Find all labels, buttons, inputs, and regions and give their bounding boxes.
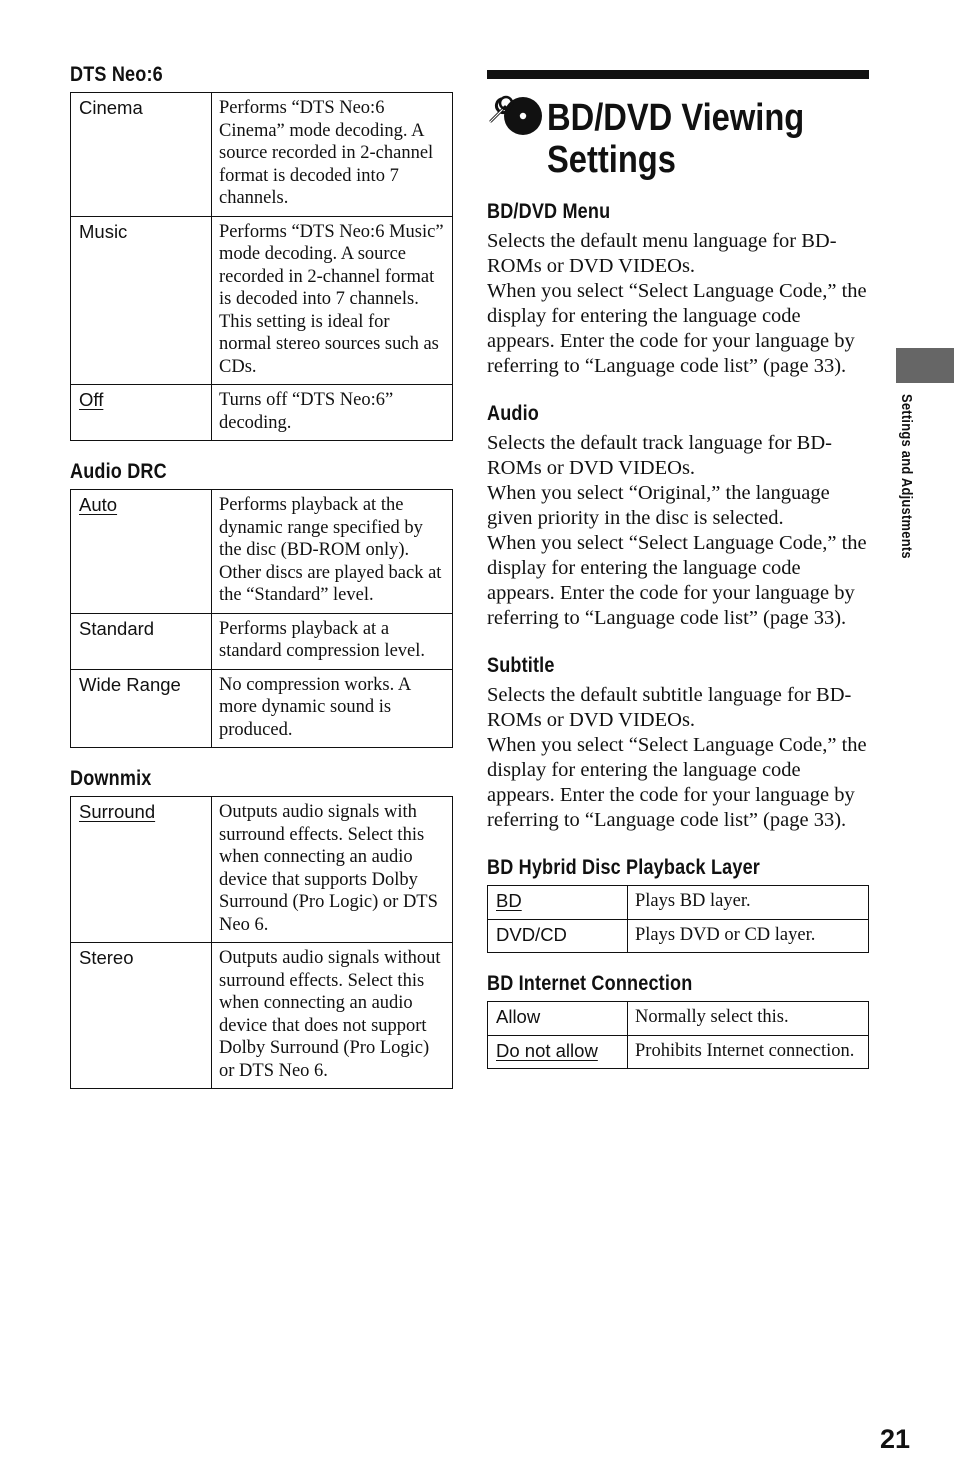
table-row [71, 613, 453, 669]
table-row [71, 943, 453, 1089]
paragraph: Selects the default menu language for BD-ROMs or DVD VIDEOs. [487, 230, 837, 277]
bd-internet-table [487, 1001, 869, 1069]
downmix-heading: Downmix [70, 767, 152, 790]
option-description: Plays DVD or CD layer. [628, 919, 869, 953]
side-tab-label: Settings and Adjustments [898, 394, 915, 559]
subtitle-heading: Subtitle [487, 654, 555, 677]
option-bd-cell [488, 886, 628, 920]
option-off-default: Off [79, 389, 104, 410]
option-description: Outputs audio signals without surround effects. Select this when connecting an audio device that does not support Dolby Surround (Pro Logic) or DTS Neo 6. [212, 943, 453, 1089]
option-description: Performs playback at the dynamic range specified by the disc (BD-ROM only). Other discs are played back at the “Standard” level. [212, 490, 453, 614]
bd-internet-heading: BD Internet Connection [487, 972, 693, 995]
option-description: Performs playback at a standard compression level. [212, 613, 453, 669]
audio-drc-table [70, 489, 453, 748]
paragraph: Selects the default subtitle language for BD-ROMs or DVD VIDEOs. [487, 684, 852, 731]
option-do-not-allow-default: Do not allow [496, 1039, 598, 1061]
table-row [71, 216, 453, 385]
option-description: Turns off “DTS Neo:6” decoding. [212, 385, 453, 441]
left-column [70, 62, 453, 1107]
table-row [488, 1002, 869, 1036]
page-title-text [547, 97, 804, 181]
option-description: Performs “DTS Neo:6 Cinema” mode decoding. A source recorded in 2-channel format is decoded into 7 channels. [212, 93, 453, 217]
title-rule [487, 70, 869, 79]
option-surround-default: Surround [79, 801, 156, 822]
table-row [488, 919, 869, 953]
paragraph: When you select “Select Language Code,” the display for entering the language code appears. Enter the code for your language by referring to “Language code list” (page 33). [487, 532, 867, 629]
bd-hybrid-table [487, 885, 869, 953]
table-row [71, 797, 453, 943]
option-description: No compression works. A more dynamic sound is produced. [212, 669, 453, 748]
table-row [488, 886, 869, 920]
option-surround-cell [71, 797, 212, 943]
option-description: Performs “DTS Neo:6 Music” mode decoding. A source recorded in 2-channel format is decoded into 7 channels. This setting is ideal for normal stereo sources such as CDs. [212, 216, 453, 385]
option-wide-range: Wide Range [71, 669, 212, 748]
option-stereo: Stereo [71, 943, 212, 1089]
table-row [488, 1035, 869, 1069]
table-row [71, 669, 453, 748]
side-tab-marker [896, 348, 954, 383]
option-description: Normally select this. [628, 1002, 869, 1036]
page-number: 21 [880, 1424, 911, 1454]
option-description: Prohibits Internet connection. [628, 1035, 869, 1069]
audio-text [487, 431, 869, 631]
bd-hybrid-heading: BD Hybrid Disc Playback Layer [487, 856, 760, 879]
option-description: Plays BD layer. [628, 886, 869, 920]
bd-dvd-menu-heading: BD/DVD Menu [487, 200, 611, 223]
option-music: Music [71, 216, 212, 385]
paragraph: When you select “Select Language Code,” the display for entering the language code appears. Enter the code for your language by referring to “Language code list” (page 33). [487, 734, 867, 831]
bd-dvd-menu-text [487, 229, 869, 379]
right-column [487, 70, 869, 1087]
option-standard: Standard [71, 613, 212, 669]
option-do-not-allow-cell [488, 1035, 628, 1069]
option-allow: Allow [488, 1002, 628, 1036]
page-title-line1: BD/DVD Viewing [547, 97, 805, 139]
option-auto-default: Auto [79, 494, 118, 515]
option-auto-cell [71, 490, 212, 614]
paragraph: When you select “Select Language Code,” the display for entering the language code appears. Enter the code for your language by referring to “Language code list” (page 33). [487, 280, 867, 377]
table-row [71, 93, 453, 217]
option-off-cell [71, 385, 212, 441]
page-title [487, 85, 869, 181]
page-title-line2: Settings [547, 139, 676, 181]
audio-drc-heading: Audio DRC [70, 460, 167, 483]
dts-neo6-heading: DTS Neo:6 [70, 63, 163, 86]
option-cinema: Cinema [71, 93, 212, 217]
option-description: Outputs audio signals with surround effects. Select this when connecting an audio device that supports Dolby Surround (Pro Logic) or DTS Neo 6. [212, 797, 453, 943]
paragraph: When you select “Original,” the language given priority in the disc is selected. [487, 482, 830, 529]
dts-neo6-table [70, 92, 453, 441]
audio-heading: Audio [487, 402, 540, 425]
option-bd-default: BD [496, 890, 522, 911]
downmix-table [70, 796, 453, 1089]
table-row [71, 490, 453, 614]
option-dvd-cd: DVD/CD [488, 919, 628, 953]
table-row [71, 385, 453, 441]
subtitle-text [487, 683, 869, 833]
paragraph: Selects the default track language for BD-ROMs or DVD VIDEOs. [487, 432, 832, 479]
wrench-disc-icon [487, 91, 547, 137]
